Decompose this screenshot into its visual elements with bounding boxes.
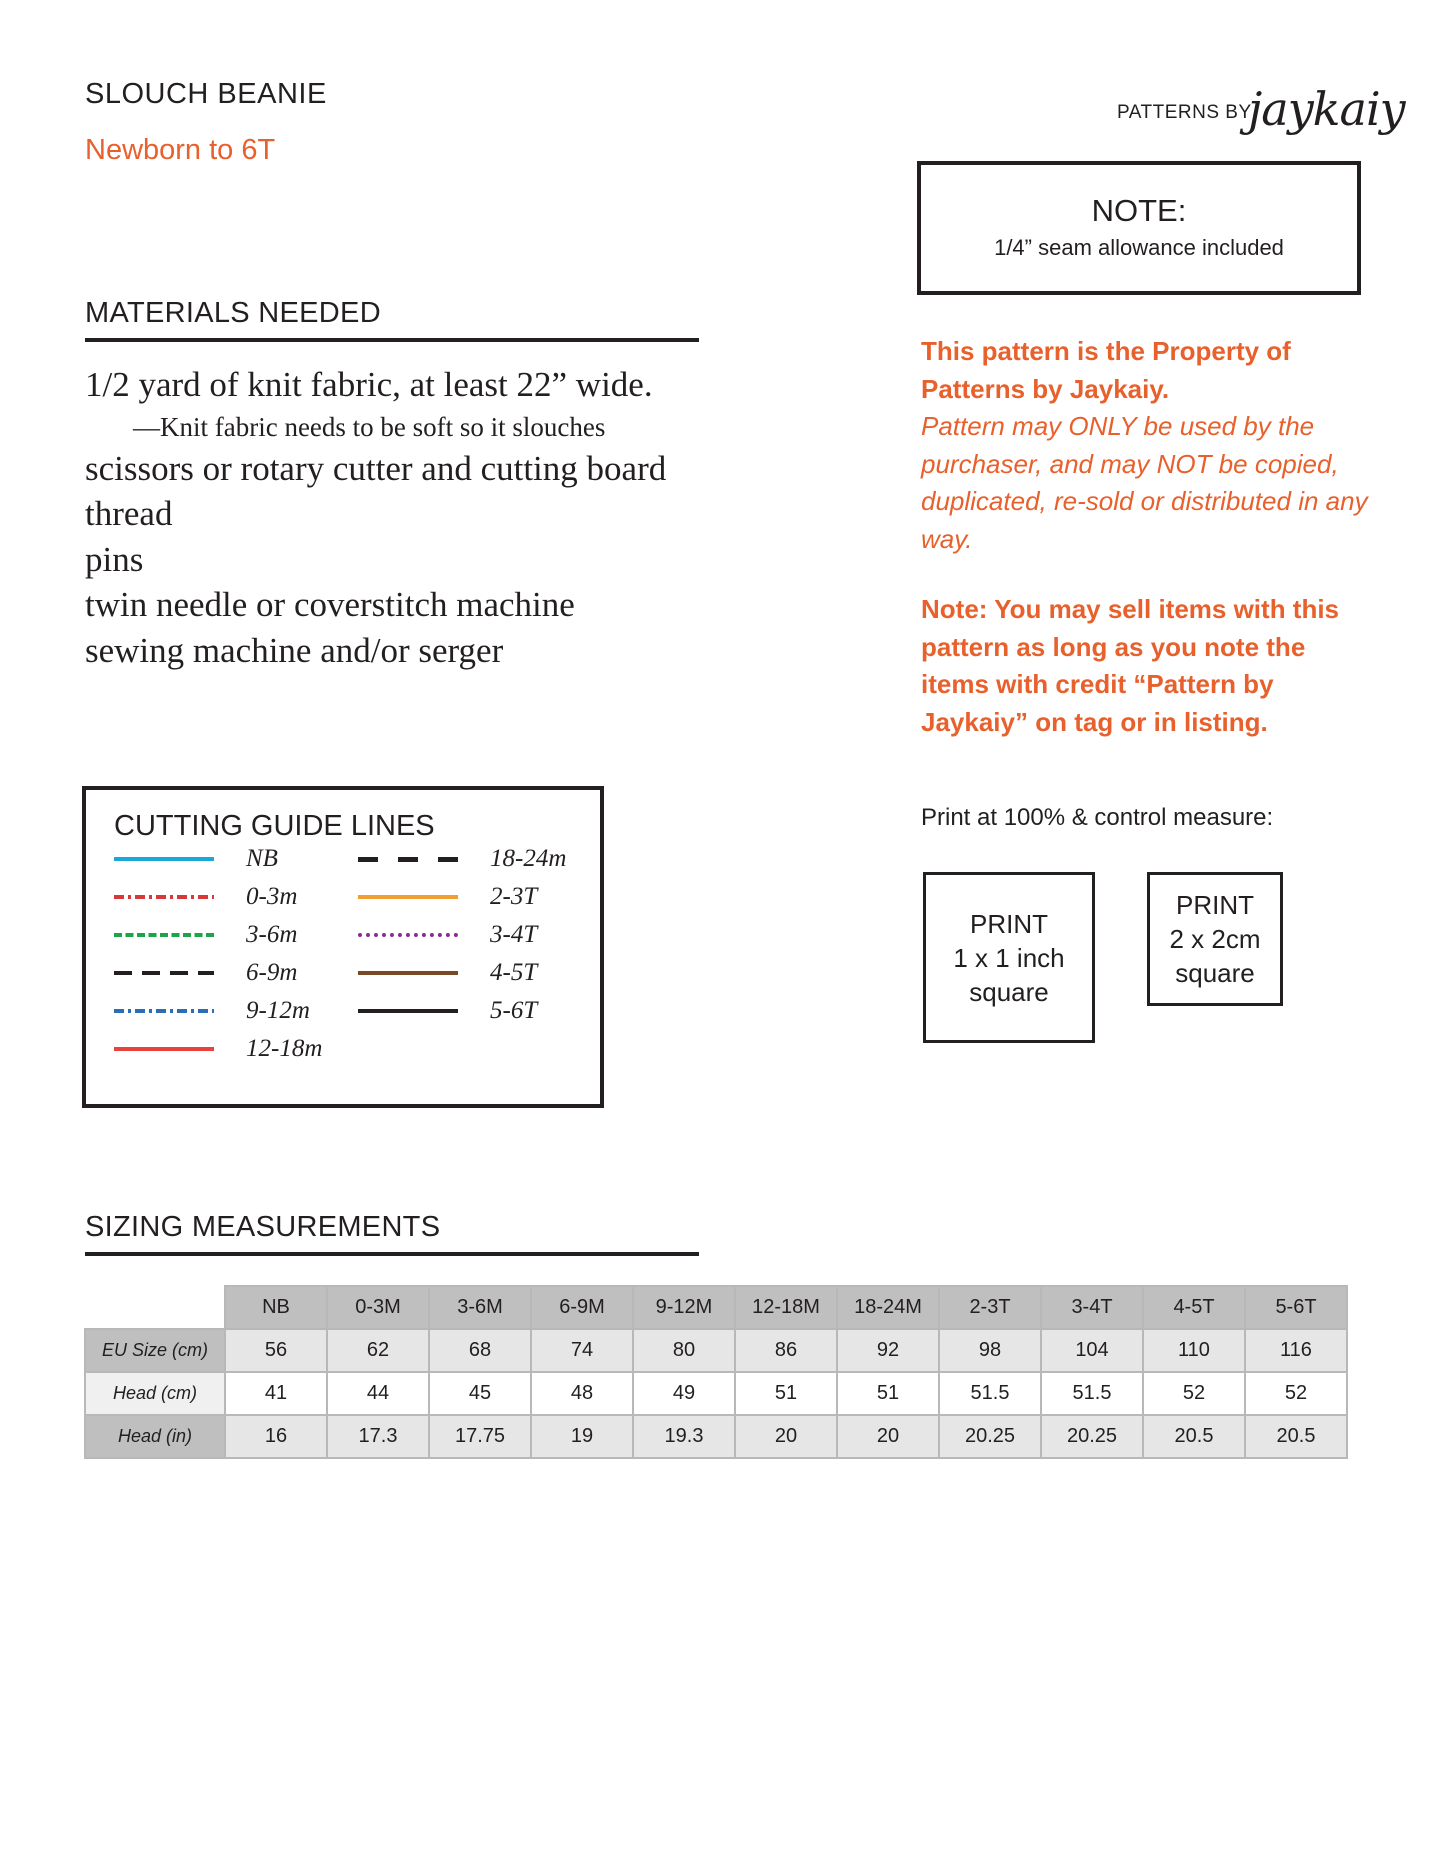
cutting-line-3-4t [358,918,538,952]
cutting-line-4-5t [358,956,538,990]
list-item: twin needle or coverstitch machine [85,585,575,624]
table-cell: 116 [1245,1329,1347,1372]
line-label: 0-3m [246,883,298,910]
materials-rule [85,338,699,342]
cutting-line-12-18m [114,1032,323,1066]
table-cell: 98 [939,1329,1041,1372]
column-header: 3-4T [1041,1286,1143,1329]
line-sample [358,895,458,899]
line-label: 9-12m [246,997,310,1024]
list-item: scissors or rotary cutter and cutting board [85,448,667,488]
cutting-line-nb [114,842,278,876]
line-sample [114,1047,214,1051]
cutting-line-3-6m [114,918,298,952]
inch-control-square [923,872,1095,1043]
table-cell: 20.25 [939,1415,1041,1458]
cutting-guide-box [82,786,604,1108]
row-header: Head (in) [85,1415,225,1458]
line-label: 2-3T [490,883,538,910]
table-cell: 17.3 [327,1415,429,1458]
table-cell: 17.75 [429,1415,531,1458]
line-sample [114,933,214,937]
table-cell: 16 [225,1415,327,1458]
brand-prefix: PATTERNS BY [1117,102,1252,123]
line-sample [358,971,458,975]
sizing-heading: SIZING MEASUREMENTS [85,1211,441,1243]
line-sample [114,971,214,975]
table-cell: 45 [429,1372,531,1415]
line-sample [114,895,214,899]
cutting-guide-title: CUTTING GUIDE LINES [114,810,435,842]
table-row [85,1372,1347,1415]
row-header: Head (cm) [85,1372,225,1415]
line-label: 4-5T [490,959,538,986]
sizing-rule [85,1252,699,1256]
materials-list [85,362,666,673]
column-header: 3-6M [429,1286,531,1329]
usage-restriction: Pattern may ONLY be used by the purchaser, and may NOT be copied, duplicated, re-sold or distributed in any way. [921,411,1368,554]
column-header: 12-18M [735,1286,837,1329]
property-notice [921,333,1371,741]
list-item: thread [85,494,173,533]
table-cell: 49 [633,1372,735,1415]
row-header: EU Size (cm) [85,1329,225,1372]
table-cell: 86 [735,1329,837,1372]
line-sample [358,1009,458,1013]
line-label: 12-18m [246,1035,323,1062]
table-cell: 110 [1143,1329,1245,1372]
cutting-line-18-24m [358,842,567,876]
print-instruction: Print at 100% & control measure: [921,804,1274,831]
line-label: 6-9m [246,959,298,986]
column-header: 18-24M [837,1286,939,1329]
brand-logo: jaykaiy [1248,82,1405,136]
table-cell: 20.25 [1041,1415,1143,1458]
column-header: 2-3T [939,1286,1041,1329]
column-header: 5-6T [1245,1286,1347,1329]
line-sample [358,933,458,937]
table-cell: 68 [429,1329,531,1372]
line-label: 3-6m [246,921,298,948]
line-label: 5-6T [490,997,538,1024]
line-sample [114,857,214,861]
cm-square-label: PRINT 2 x 2cm square [1169,890,1261,988]
table-cell: 20 [837,1415,939,1458]
table-cell: 20.5 [1143,1415,1245,1458]
table-header-row [85,1286,1347,1329]
table-cell: 19 [531,1415,633,1458]
table-cell: 51.5 [1041,1372,1143,1415]
sizing-table [84,1285,1348,1459]
selling-note: Note: You may sell items with this pattern as long as you note the items with credit “Pattern by Jaykaiy” on tag or in listing. [921,594,1340,737]
cm-control-square [1147,872,1283,1006]
table-cell: 80 [633,1329,735,1372]
table-cell: 48 [531,1372,633,1415]
table-cell: 104 [1041,1329,1143,1372]
property-statement: This pattern is the Property of Patterns by Jaykaiy. [921,336,1291,404]
line-label: 3-4T [490,921,538,948]
cutting-line-9-12m [114,994,310,1028]
column-header: 6-9M [531,1286,633,1329]
line-sample [358,857,458,862]
pattern-title: SLOUCH BEANIE [85,78,327,110]
cutting-line-6-9m [114,956,298,990]
table-cell: 20 [735,1415,837,1458]
column-header: 0-3M [327,1286,429,1329]
table-cell: 44 [327,1372,429,1415]
cutting-line-5-6t [358,994,538,1028]
table-row [85,1329,1347,1372]
table-cell: 62 [327,1329,429,1372]
list-item: sewing machine and/or serger [85,630,504,670]
table-cell: 52 [1245,1372,1347,1415]
inch-square-label: PRINT 1 x 1 inch square [953,908,1065,1007]
table-cell: 51 [735,1372,837,1415]
table-cell: 74 [531,1329,633,1372]
list-item-note: —Knit fabric needs to be soft so it slouches [133,411,606,442]
table-cell: 51 [837,1372,939,1415]
materials-heading: MATERIALS NEEDED [85,297,381,329]
table-cell: 51.5 [939,1372,1041,1415]
table-cell: 52 [1143,1372,1245,1415]
seam-note-box [917,161,1361,295]
list-item: pins [85,539,144,579]
table-row [85,1415,1347,1458]
cutting-line-2-3t [358,880,538,914]
column-header: 9-12M [633,1286,735,1329]
table-cell: 19.3 [633,1415,735,1458]
pattern-subtitle: Newborn to 6T [85,134,276,166]
table-cell: 92 [837,1329,939,1372]
cutting-line-0-3m [114,880,298,914]
column-header: NB [225,1286,327,1329]
line-label: 18-24m [490,845,567,872]
table-cell: 56 [225,1329,327,1372]
column-header: 4-5T [1143,1286,1245,1329]
list-item: 1/2 yard of knit fabric, at least 22” wide. [85,365,653,404]
note-title: NOTE: [1091,193,1187,228]
note-text: 1/4” seam allowance included [994,235,1284,260]
line-sample [114,1009,214,1013]
table-cell: 20.5 [1245,1415,1347,1458]
line-label: NB [246,845,278,872]
table-cell: 41 [225,1372,327,1415]
table-corner [85,1286,225,1329]
